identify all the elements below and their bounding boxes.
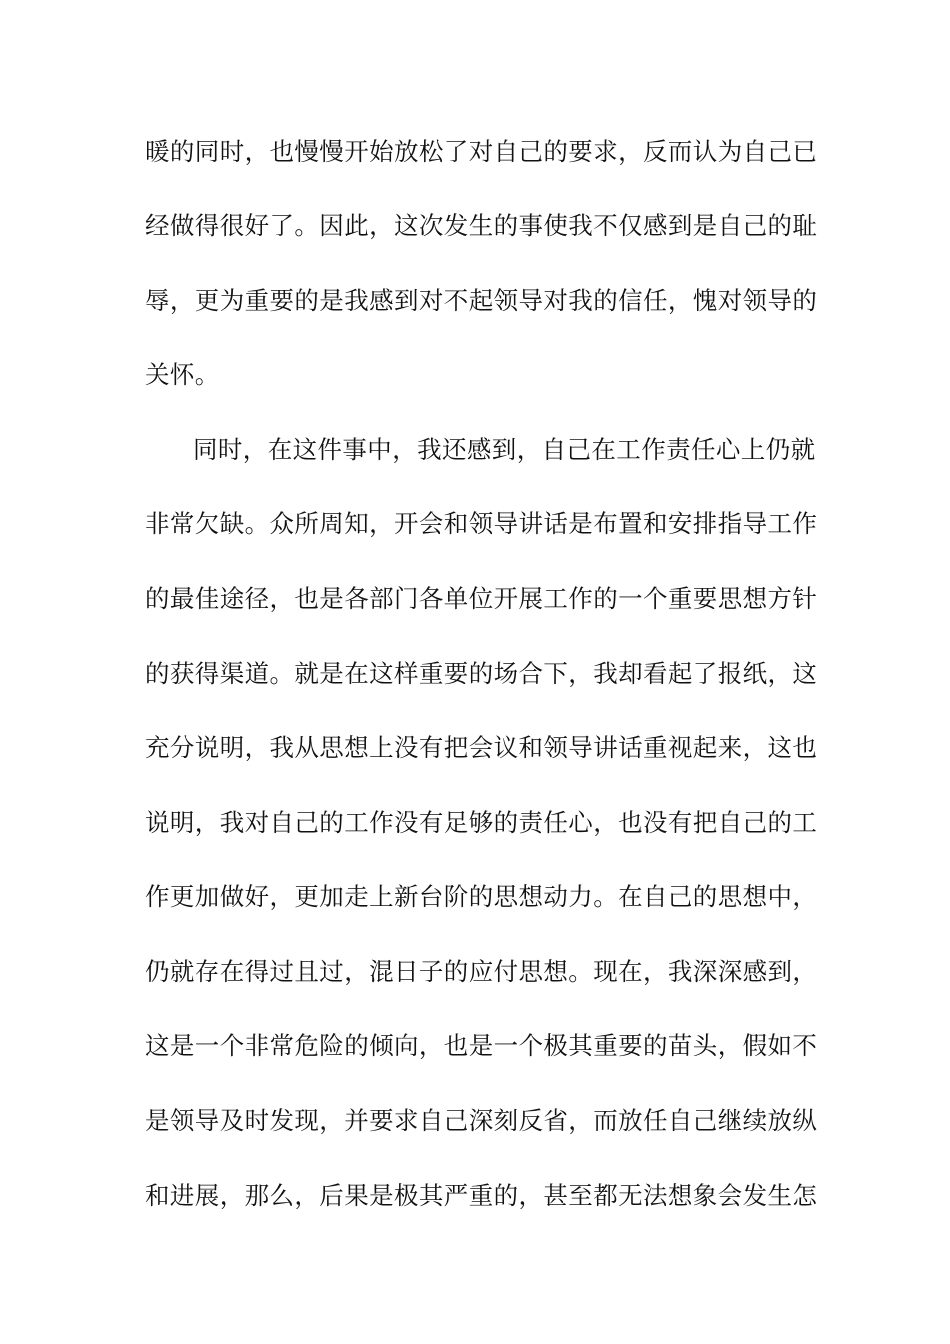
- text-line: 暖的同时，也慢慢开始放松了对自己的要求，反而认为自己已: [145, 137, 818, 166]
- paragraph-first-line: 同时，在这件事中，我还感到，自己在工作责任心上仍就: [193, 435, 816, 464]
- text-line: 经做得很好了。因此，这次发生的事使我不仅感到是自己的耻: [145, 211, 818, 240]
- text-line: 作更加做好，更加走上新台阶的思想动力。在自己的思想中，: [145, 882, 818, 911]
- text-line: 说明，我对自己的工作没有足够的责任心，也没有把自己的工: [145, 808, 818, 837]
- text-line: 的最佳途径，也是各部门各单位开展工作的一个重要思想方针: [145, 584, 818, 613]
- text-line: 辱，更为重要的是我感到对不起领导对我的信任，愧对领导的: [145, 286, 818, 315]
- text-line: 非常欠缺。众所周知，开会和领导讲话是布置和安排指导工作: [145, 509, 818, 538]
- text-line: 和进展，那么，后果是极其严重的，甚至都无法想象会发生怎: [145, 1181, 818, 1210]
- text-line: 充分说明，我从思想上没有把会议和领导讲话重视起来，这也: [145, 733, 818, 762]
- text-line: 仍就存在得过且过，混日子的应付思想。现在，我深深感到，: [145, 957, 818, 986]
- text-line: 的获得渠道。就是在这样重要的场合下，我却看起了报纸，这: [145, 659, 818, 688]
- text-line: 关怀。: [145, 360, 220, 389]
- text-line: 这是一个非常危险的倾向，也是一个极其重要的苗头，假如不: [145, 1031, 818, 1060]
- text-line: 是领导及时发现，并要求自己深刻反省，而放任自己继续放纵: [145, 1106, 818, 1135]
